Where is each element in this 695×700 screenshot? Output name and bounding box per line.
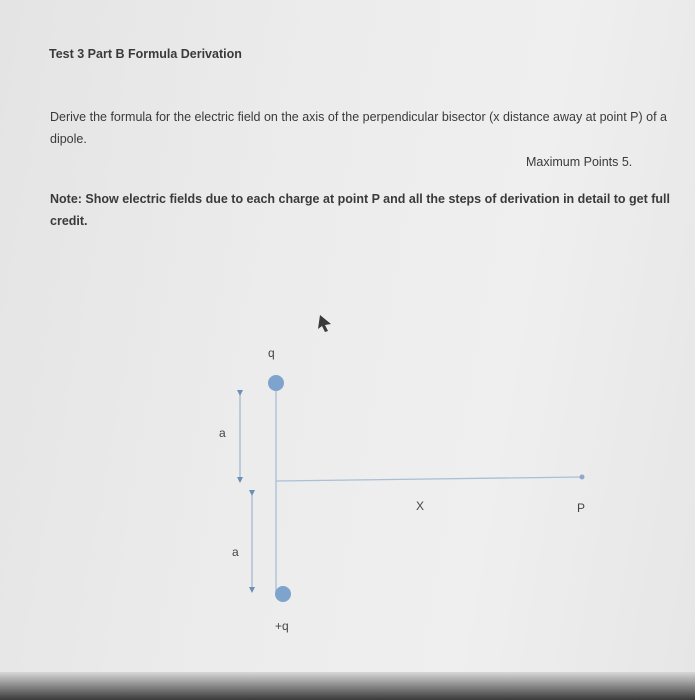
- max-points: Maximum Points 5.: [526, 155, 633, 169]
- page-title: Test 3 Part B Formula Derivation: [49, 47, 242, 61]
- lower-separation-label: a: [232, 545, 239, 559]
- point-p-dot: [580, 475, 585, 480]
- photo-edge-shadow: [0, 672, 695, 700]
- bottom-charge-label: +q: [275, 619, 289, 633]
- note-text: Note: Show electric fields due to each charge at point P and all the steps of derivation in detail to get full credit.: [50, 192, 671, 228]
- bisector-line: [276, 477, 582, 481]
- top-charge-label: q: [268, 346, 275, 360]
- upper-separation-label: a: [219, 426, 226, 440]
- cursor-icon: [318, 315, 331, 332]
- point-label: P: [577, 501, 586, 515]
- distance-label: X: [416, 499, 425, 513]
- question-text: Derive the formula for the electric field on the axis of the perpendicular bisector (x distance away at point P) of a dipole.: [50, 110, 667, 146]
- bottom-charge: [275, 586, 291, 602]
- top-charge: [268, 375, 284, 391]
